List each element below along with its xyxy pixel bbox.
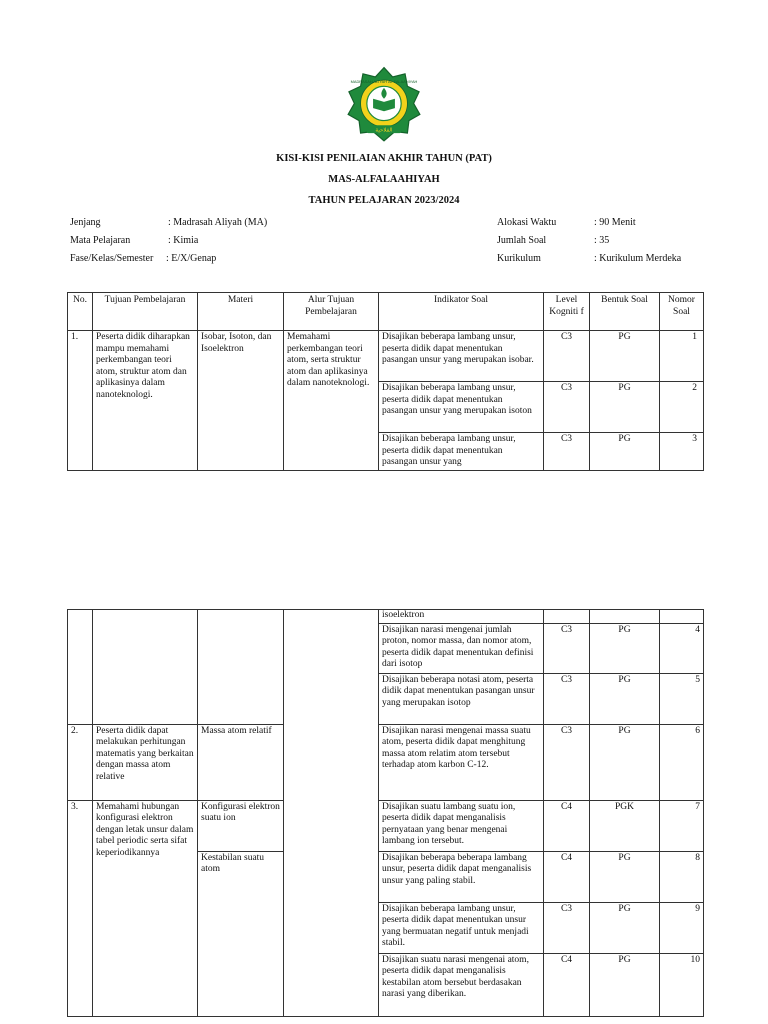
cell-alur: Memahami perkembangan teori atom, serta struktur atom dan aplikasinya dalam nanoteknologi.: [284, 331, 379, 471]
cell-nomor: 8: [660, 851, 704, 902]
cell-materi: Kestabilan suatu atom: [198, 851, 284, 1016]
academic-year: TAHUN PELAJARAN 2023/2024: [308, 195, 460, 206]
cell-indikator: Disajikan suatu narasi mengenai atom, peserta didik dapat menganalisis kestabilan atom bersebut berdasakan narasi yang diberikan.: [379, 953, 544, 1016]
cell-level: C3: [544, 433, 590, 471]
meta-label-alokasi: Alokasi Waktu: [497, 217, 557, 228]
school-logo: [345, 66, 423, 144]
cell-nomor: 4: [660, 623, 704, 673]
cell-bentuk: PG: [590, 953, 660, 1016]
cell-materi-empty: [198, 610, 284, 725]
meta-label-fase: Fase/Kelas/Semester: [70, 253, 154, 264]
cell-level: C3: [544, 331, 590, 382]
cell-tujuan: Memahami hubungan konfigurasi elektron dengan letak unsur dalam tabel periodic serta sifat keperiodikannya: [93, 800, 198, 1016]
cell-indikator: Disajikan beberapa notasi atom, peserta didik dapat menentukan pasangan unsur yang merupakan isotop: [379, 673, 544, 724]
cell-bentuk: PG: [590, 673, 660, 724]
table-row: [68, 610, 704, 624]
header-level: Level Kogniti f: [544, 293, 590, 331]
cell-indikator: Disajikan narasi mengenai jumlah proton, nomor massa, dan nomor atom, peserta didik dapat menentukan definisi dari isotop: [379, 623, 544, 673]
cell-no: 2.: [68, 724, 93, 800]
cell-level-empty: [544, 610, 590, 624]
cell-bentuk: PG: [590, 331, 660, 382]
logo-arabic-text: الفلاحية: [375, 127, 393, 134]
cell-bentuk: PG: [590, 382, 660, 433]
meta-label-jumlah: Jumlah Soal: [497, 235, 547, 246]
cell-level: C4: [544, 800, 590, 851]
table-row: [68, 724, 704, 800]
table-row: [68, 331, 704, 382]
cell-nomor: 6: [660, 724, 704, 800]
cell-bentuk: PG: [590, 623, 660, 673]
cell-bentuk: PGK: [590, 800, 660, 851]
cell-indikator: Disajikan beberapa lambang unsur, peserta didik dapat menentukan pasangan unsur yang merupakan isobar.: [379, 331, 544, 382]
cell-level: C4: [544, 851, 590, 902]
header-indikator: Indikator Soal: [379, 293, 544, 331]
cell-materi: Massa atom relatif: [198, 724, 284, 800]
cell-indikator: Disajikan beberapa lambang unsur, peserta didik dapat menentukan pasangan unsur yang: [379, 433, 544, 471]
cell-materi: Konfigurasi elektron suatu ion: [198, 800, 284, 851]
cell-level: C3: [544, 623, 590, 673]
meta-label-mapel: Mata Pelajaran: [70, 235, 131, 246]
cell-indikator: Disajikan beberapa lambang unsur, peserta didik dapat menentukan pasangan unsur yang merupakan isoton: [379, 382, 544, 433]
header-tujuan: Tujuan Pembelajaran: [93, 293, 198, 331]
cell-nomor: 5: [660, 673, 704, 724]
cell-bentuk: PG: [590, 724, 660, 800]
cell-materi: Isobar, Isoton, dan Isoelektron: [198, 331, 284, 471]
cell-level: C3: [544, 902, 590, 953]
cell-nomor: 7: [660, 800, 704, 851]
school-name: MAS-ALFALAAHIYAH: [328, 174, 440, 185]
cell-tujuan-empty: [93, 610, 198, 725]
cell-tujuan: Peserta didik diharapkan mampu memahami perkembangan teori atom, struktur atom dan aplikasinya dalam nanoteknologi.: [93, 331, 198, 471]
cell-indikator: Disajikan narasi mengenai massa suatu atom, peserta didik dapat menghitung massa atom relatim atom tersebut terhadap atom karbon C-12.: [379, 724, 544, 800]
cell-no: 3.: [68, 800, 93, 1016]
cell-bentuk: PG: [590, 851, 660, 902]
header-alur: Alur Tujuan Pembelajaran: [284, 293, 379, 331]
cell-level: C4: [544, 953, 590, 1016]
cell-bentuk-empty: [590, 610, 660, 624]
header-bentuk: Bentuk Soal: [590, 293, 660, 331]
header-materi: Materi: [198, 293, 284, 331]
cell-level: C3: [544, 382, 590, 433]
meta-value-jumlah: : 35: [594, 235, 610, 246]
cell-level: C3: [544, 724, 590, 800]
cell-indikator: Disajikan beberapa beberapa lambang unsur, peserta didik dapat menganalisis unsur yang paling stabil.: [379, 851, 544, 902]
logo-ring-text: MADRASAH ALIYAH AL FALAAHIYAH: [350, 79, 418, 85]
table-header-row: [68, 293, 704, 331]
doc-title: KISI-KISI PENILAIAN AKHIR TAHUN (PAT): [276, 153, 492, 164]
cell-bentuk: PG: [590, 433, 660, 471]
cell-bentuk: PG: [590, 902, 660, 953]
cell-nomor: 3: [660, 433, 704, 471]
meta-value-kurikulum: : Kurikulum Merdeka: [594, 253, 682, 264]
meta-value-jenjang: : Madrasah Aliyah (MA): [168, 217, 268, 228]
kisi-table-page2: [67, 609, 704, 1017]
cell-indikator: Disajikan beberapa lambang unsur, peserta didik dapat menentukan unsur yang bermuatan negatif untuk menjadi stabil.: [379, 902, 544, 953]
meta-value-alokasi: : 90 Menit: [594, 217, 636, 228]
cell-nomor: 1: [660, 331, 704, 382]
meta-label-kurikulum: Kurikulum: [497, 253, 541, 264]
meta-value-mapel: : Kimia: [168, 235, 199, 246]
table-row: [68, 800, 704, 851]
header-nomor: Nomor Soal: [660, 293, 704, 331]
cell-nomor: 10: [660, 953, 704, 1016]
cell-alur-empty: [284, 610, 379, 1017]
cell-tujuan: Peserta didik dapat melakukan perhitungan matematis yang berkaitan dengan massa atom relative: [93, 724, 198, 800]
cell-no: 1.: [68, 331, 93, 471]
meta-value-fase: : E/X/Genap: [166, 253, 217, 264]
meta-label-jenjang: Jenjang: [70, 217, 101, 228]
cell-nomor: 9: [660, 902, 704, 953]
cell-level: C3: [544, 673, 590, 724]
cell-indikator: isoelektron: [379, 610, 544, 624]
cell-no-empty: [68, 610, 93, 725]
cell-nomor-empty: [660, 610, 704, 624]
kisi-table-page1: [67, 292, 704, 471]
cell-nomor: 2: [660, 382, 704, 433]
cell-indikator: Disajikan suatu lambang suatu ion, peserta didik dapat menganalisis pernyataan yang benar mengenai lambang ion tersebut.: [379, 800, 544, 851]
header-no: No.: [68, 293, 93, 331]
